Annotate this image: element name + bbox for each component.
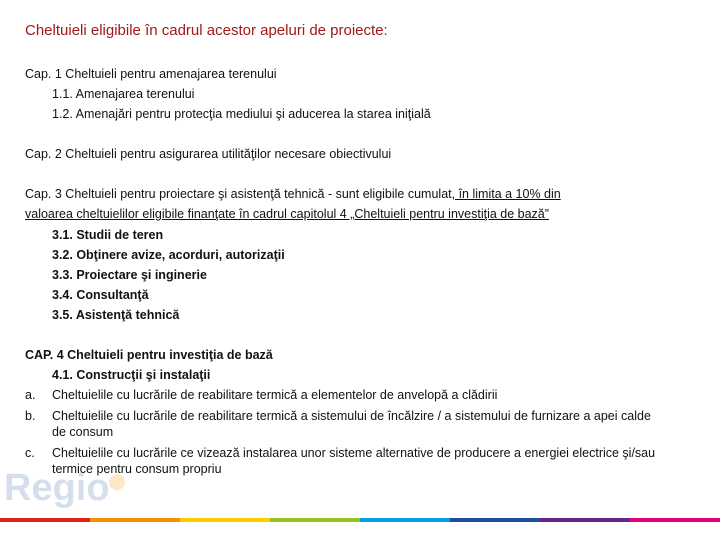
cap1-item: 1.2. Amenajări pentru protecţia mediului şi aducerea la starea iniţială [52, 107, 431, 121]
list-item: Cheltuielile cu lucrările ce vizează instalarea unor sisteme alternative de producere a energiei electrice şi/sau termice pentru consum propriu [52, 446, 656, 476]
cap3-item: 3.1. Studii de teren [52, 228, 164, 242]
cap2-heading: Cap. 2 Cheltuieli pentru asigurarea utilităţilor necesare obiectivului [25, 147, 392, 161]
list-marker: a. [25, 388, 36, 402]
regio-logo-text: Regio [4, 467, 110, 509]
stripe-segment [630, 518, 720, 522]
cap3-item: 3.4. Consultanţă [52, 288, 149, 302]
stripe-segment [360, 518, 450, 522]
cap3-item: 3.2. Obţinere avize, acorduri, autorizaţii [52, 248, 285, 262]
cap3-item: 3.5. Asistenţă tehnică [52, 308, 180, 322]
stripe-segment [180, 518, 270, 522]
cap3-heading: Cap. 3 Cheltuieli pentru proiectare şi asistenţă tehnică [25, 187, 325, 201]
cap3-heading-line [25, 186, 561, 202]
stripe-segment [0, 518, 90, 522]
list-item: Cheltuielile cu lucrările de reabilitare termică a sistemului de încălzire / a sistemului de furnizare a apei calde de consum [52, 409, 651, 439]
regio-logo-dot [109, 474, 125, 490]
cap4-heading: CAP. 4 Cheltuieli pentru investiţia de bază [25, 348, 273, 362]
stripe-segment [450, 518, 540, 522]
stripe-segment [270, 518, 360, 522]
page-title: Cheltuieli eligibile în cadrul acestor apeluri de proiecte: [25, 22, 388, 39]
stripe-segment [540, 518, 630, 522]
cap1-item: 1.1. Amenajarea terenului [52, 87, 195, 101]
cap3-item: 3.3. Proiectare şi inginerie [52, 268, 207, 282]
cap1-heading: Cap. 1 Cheltuieli pentru amenajarea terenului [25, 67, 277, 81]
cap3-note: - sunt eligibile cumulat [324, 187, 452, 201]
cap3-note-line2: valoarea cheltuielilor eligibile finanţate în cadrul capitolul 4 „Cheltuieli pentru investiţia de bază” [25, 207, 549, 221]
stripe-segment [90, 518, 180, 522]
color-stripe [0, 518, 720, 522]
cap3-note-underlined: , în limita a 10% din [451, 187, 561, 201]
list-marker: c. [25, 446, 35, 460]
cap4-subheading: 4.1. Construcţii şi instalaţii [52, 368, 211, 382]
list-item: Cheltuielile cu lucrările de reabilitare termică a elementelor de anvelopă a clădirii [52, 388, 498, 402]
list-marker: b. [25, 409, 36, 423]
regio-logo [2, 462, 142, 514]
